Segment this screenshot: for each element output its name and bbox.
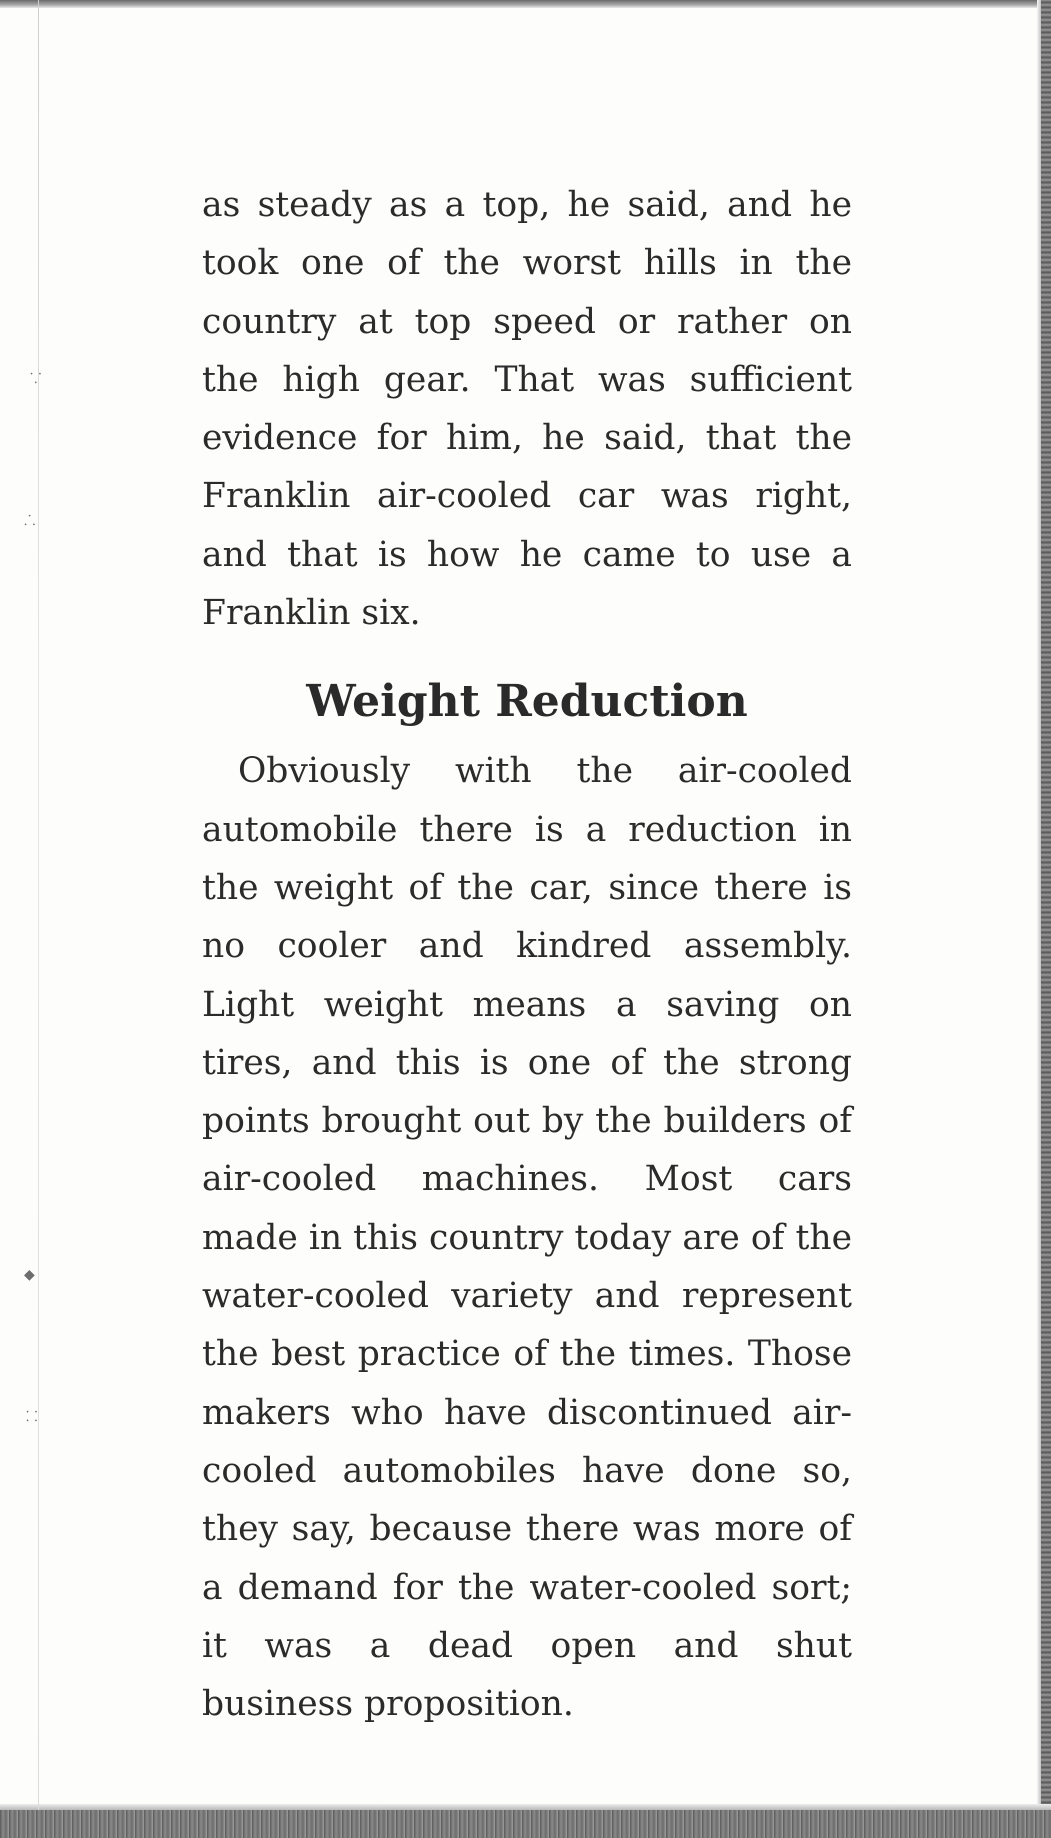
paragraph-body: Obviously with the air-cooled automobile there is a reduction in the weight of the car, since there is no cooler and kindred assembly. Light weight means a saving on tires, and this is one of the strong points brought out by the builders of air-cooled machines. Most cars made in this country today are of the water-cooled variety and represent the best practice of the times. Those makers who have discontinued air-cooled automobiles have done so, they say, because there was more of a demand for the water-cooled sort; it was a dead open and shut business proposition. <box>202 751 852 1725</box>
ink-speck-1: ⸪ <box>30 371 42 387</box>
scan-top-border <box>0 0 1051 8</box>
scan-bottom-border <box>0 1810 1051 1838</box>
scan-right-border <box>1041 0 1051 1838</box>
paragraph-top: as steady as a top, he said, and he took one of the worst hills in the country at top speed or rather on the high gear. That was sufficient evidence for him, he said, that the Franklin air-cooled car was right, and that is how he came to use a Franklin six. <box>202 185 852 634</box>
ink-speck-3: ◆ <box>24 1267 35 1283</box>
ink-speck-4: ⸬ <box>26 1409 38 1425</box>
section-heading: Weight Reduction <box>306 676 748 728</box>
document-page <box>202 176 852 1733</box>
binding-margin-line <box>38 0 39 1810</box>
ink-speck-2: ⸫ <box>24 513 36 529</box>
